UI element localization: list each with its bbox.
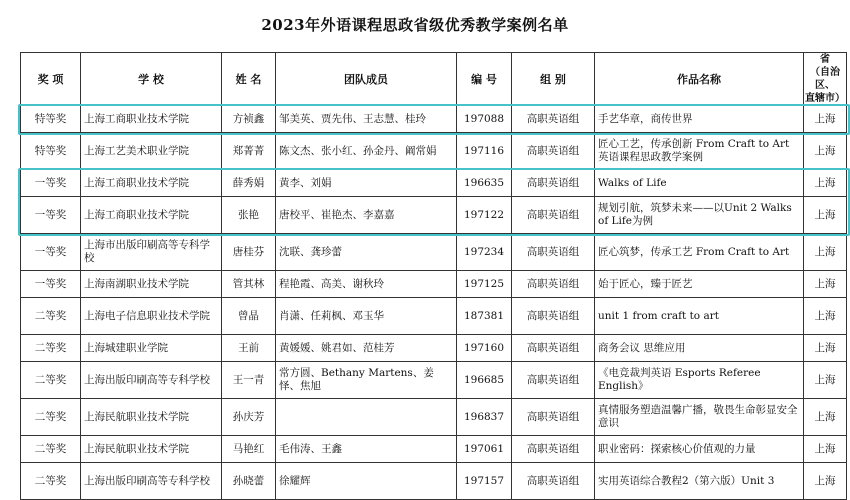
table-row <box>21 399 847 436</box>
cell-province: 上海 <box>804 436 847 463</box>
cell-group: 高职英语组 <box>512 298 595 335</box>
cell-team: 常方圆、Bethany Martens、姜怿、焦旭 <box>276 362 457 399</box>
cell-award: 一等奖 <box>21 271 81 298</box>
cell-name: 薛秀娟 <box>222 170 276 197</box>
cell-team <box>276 399 457 436</box>
cell-name: 马艳红 <box>222 436 276 463</box>
cell-work: 始于匠心，臻于匠艺 <box>595 271 804 298</box>
award-table <box>20 52 847 500</box>
cell-school: 上海电子信息职业技术学院 <box>81 298 222 335</box>
cell-team: 沈联、龚珍蕾 <box>276 234 457 271</box>
cell-award: 一等奖 <box>21 234 81 271</box>
cell-province: 上海 <box>804 234 847 271</box>
cell-group: 高职英语组 <box>512 399 595 436</box>
cell-team: 肖潇、任莉枫、邓玉华 <box>276 298 457 335</box>
cell-work: Walks of Life <box>595 170 804 197</box>
cell-name: 孙庆芳 <box>222 399 276 436</box>
cell-id: 197122 <box>457 197 512 234</box>
cell-award: 特等奖 <box>21 133 81 170</box>
cell-work: unit 1 from craft to art <box>595 298 804 335</box>
cell-award: 一等奖 <box>21 197 81 234</box>
header-work: 作品名称 <box>595 53 804 106</box>
cell-province: 上海 <box>804 133 847 170</box>
header-award: 奖 项 <box>21 53 81 106</box>
cell-group: 高职英语组 <box>512 234 595 271</box>
table-row <box>21 362 847 399</box>
cell-name: 张艳 <box>222 197 276 234</box>
table-row <box>21 436 847 463</box>
cell-team: 毛伟涛、王鑫 <box>276 436 457 463</box>
header-row <box>21 53 847 106</box>
cell-school: 上海民航职业技术学院 <box>81 436 222 463</box>
cell-province: 上海 <box>804 335 847 362</box>
cell-team: 唐校平、崔艳杰、李嘉嘉 <box>276 197 457 234</box>
cell-award: 特等奖 <box>21 106 81 133</box>
cell-group: 高职英语组 <box>512 463 595 500</box>
cell-id: 187381 <box>457 298 512 335</box>
cell-award: 二等奖 <box>21 436 81 463</box>
cell-id: 197160 <box>457 335 512 362</box>
header-team: 团队成员 <box>276 53 457 106</box>
header-group: 组 别 <box>512 53 595 106</box>
cell-name: 郑菁菁 <box>222 133 276 170</box>
cell-group: 高职英语组 <box>512 106 595 133</box>
cell-school: 上海出版印刷高等专科学校 <box>81 362 222 399</box>
cell-school: 上海市出版印刷高等专科学校 <box>81 234 222 271</box>
cell-group: 高职英语组 <box>512 362 595 399</box>
cell-province: 上海 <box>804 362 847 399</box>
table-row <box>21 234 847 271</box>
cell-id: 197234 <box>457 234 512 271</box>
cell-work: 规划引航，筑梦未来——以Unit 2 Walks of Life为例 <box>595 197 804 234</box>
table-row <box>21 106 847 133</box>
cell-award: 二等奖 <box>21 335 81 362</box>
table-row <box>21 133 847 170</box>
table-row <box>21 197 847 234</box>
cell-work: 商务会议 思维应用 <box>595 335 804 362</box>
cell-team: 黄媛媛、姚君如、范桂芳 <box>276 335 457 362</box>
cell-group: 高职英语组 <box>512 271 595 298</box>
cell-team: 陈文杰、张小红、孙金丹、阚常娟 <box>276 133 457 170</box>
cell-group: 高职英语组 <box>512 436 595 463</box>
cell-id: 197061 <box>457 436 512 463</box>
cell-id: 197125 <box>457 271 512 298</box>
cell-id: 197157 <box>457 463 512 500</box>
cell-id: 196837 <box>457 399 512 436</box>
cell-work: 匠心筑梦，传承工艺 From Craft to Art <box>595 234 804 271</box>
cell-award: 一等奖 <box>21 170 81 197</box>
cell-school: 上海出版印刷高等专科学校 <box>81 463 222 500</box>
cell-award: 二等奖 <box>21 399 81 436</box>
cell-id: 197116 <box>457 133 512 170</box>
cell-group: 高职英语组 <box>512 133 595 170</box>
header-province-line3: 直辖市） <box>805 93 845 104</box>
cell-award: 二等奖 <box>21 463 81 500</box>
cell-name: 孙晓蕾 <box>222 463 276 500</box>
cell-work: 手艺华章，商传世界 <box>595 106 804 133</box>
cell-work: 《电竞裁判英语 Esports Referee English》 <box>595 362 804 399</box>
cell-school: 上海工商职业技术学院 <box>81 106 222 133</box>
header-province-line2: （自治区、 <box>810 67 840 91</box>
cell-province: 上海 <box>804 170 847 197</box>
cell-province: 上海 <box>804 298 847 335</box>
cell-work: 匠心工艺，传承创新 From Craft to Art 英语课程思政教学案例 <box>595 133 804 170</box>
cell-province: 上海 <box>804 197 847 234</box>
cell-province: 上海 <box>804 463 847 500</box>
cell-id: 196635 <box>457 170 512 197</box>
cell-group: 高职英语组 <box>512 197 595 234</box>
cell-id: 196685 <box>457 362 512 399</box>
header-id: 编 号 <box>457 53 512 106</box>
cell-work: 真情服务塑造温馨广播，敬畏生命彰显安全意识 <box>595 399 804 436</box>
table-row <box>21 463 847 500</box>
table-row <box>21 271 847 298</box>
cell-name: 曾晶 <box>222 298 276 335</box>
table-row <box>21 298 847 335</box>
cell-group: 高职英语组 <box>512 335 595 362</box>
cell-name: 唐桂芬 <box>222 234 276 271</box>
cell-work: 实用英语综合教程2（第六版）Unit 3 <box>595 463 804 500</box>
cell-school: 上海南湖职业技术学院 <box>81 271 222 298</box>
cell-id: 197088 <box>457 106 512 133</box>
cell-school: 上海民航职业技术学院 <box>81 399 222 436</box>
cell-name: 王一青 <box>222 362 276 399</box>
header-name: 姓 名 <box>222 53 276 106</box>
cell-school: 上海工商职业技术学院 <box>81 197 222 234</box>
cell-work: 职业密码：探索核心价值观的力量 <box>595 436 804 463</box>
cell-school: 上海城建职业学院 <box>81 335 222 362</box>
page-title: 2023年外语课程思政省级优秀教学案例名单 <box>261 16 569 34</box>
cell-name: 王前 <box>222 335 276 362</box>
cell-province: 上海 <box>804 106 847 133</box>
cell-team: 黄李、刘娟 <box>276 170 457 197</box>
header-province <box>804 53 847 106</box>
header-province-line1: 省 <box>820 54 830 65</box>
cell-team: 徐耀辉 <box>276 463 457 500</box>
cell-team: 程艳霞、高美、谢秋玲 <box>276 271 457 298</box>
cell-group: 高职英语组 <box>512 170 595 197</box>
cell-province: 上海 <box>804 271 847 298</box>
header-school: 学 校 <box>81 53 222 106</box>
cell-name: 管其林 <box>222 271 276 298</box>
table-row <box>21 335 847 362</box>
cell-award: 二等奖 <box>21 298 81 335</box>
cell-team: 邹美英、贾先伟、王志慧、桂玲 <box>276 106 457 133</box>
cell-name: 方祯鑫 <box>222 106 276 133</box>
cell-award: 二等奖 <box>21 362 81 399</box>
cell-school: 上海工艺美术职业学院 <box>81 133 222 170</box>
cell-school: 上海工商职业技术学院 <box>81 170 222 197</box>
table-row <box>21 170 847 197</box>
cell-province: 上海 <box>804 399 847 436</box>
